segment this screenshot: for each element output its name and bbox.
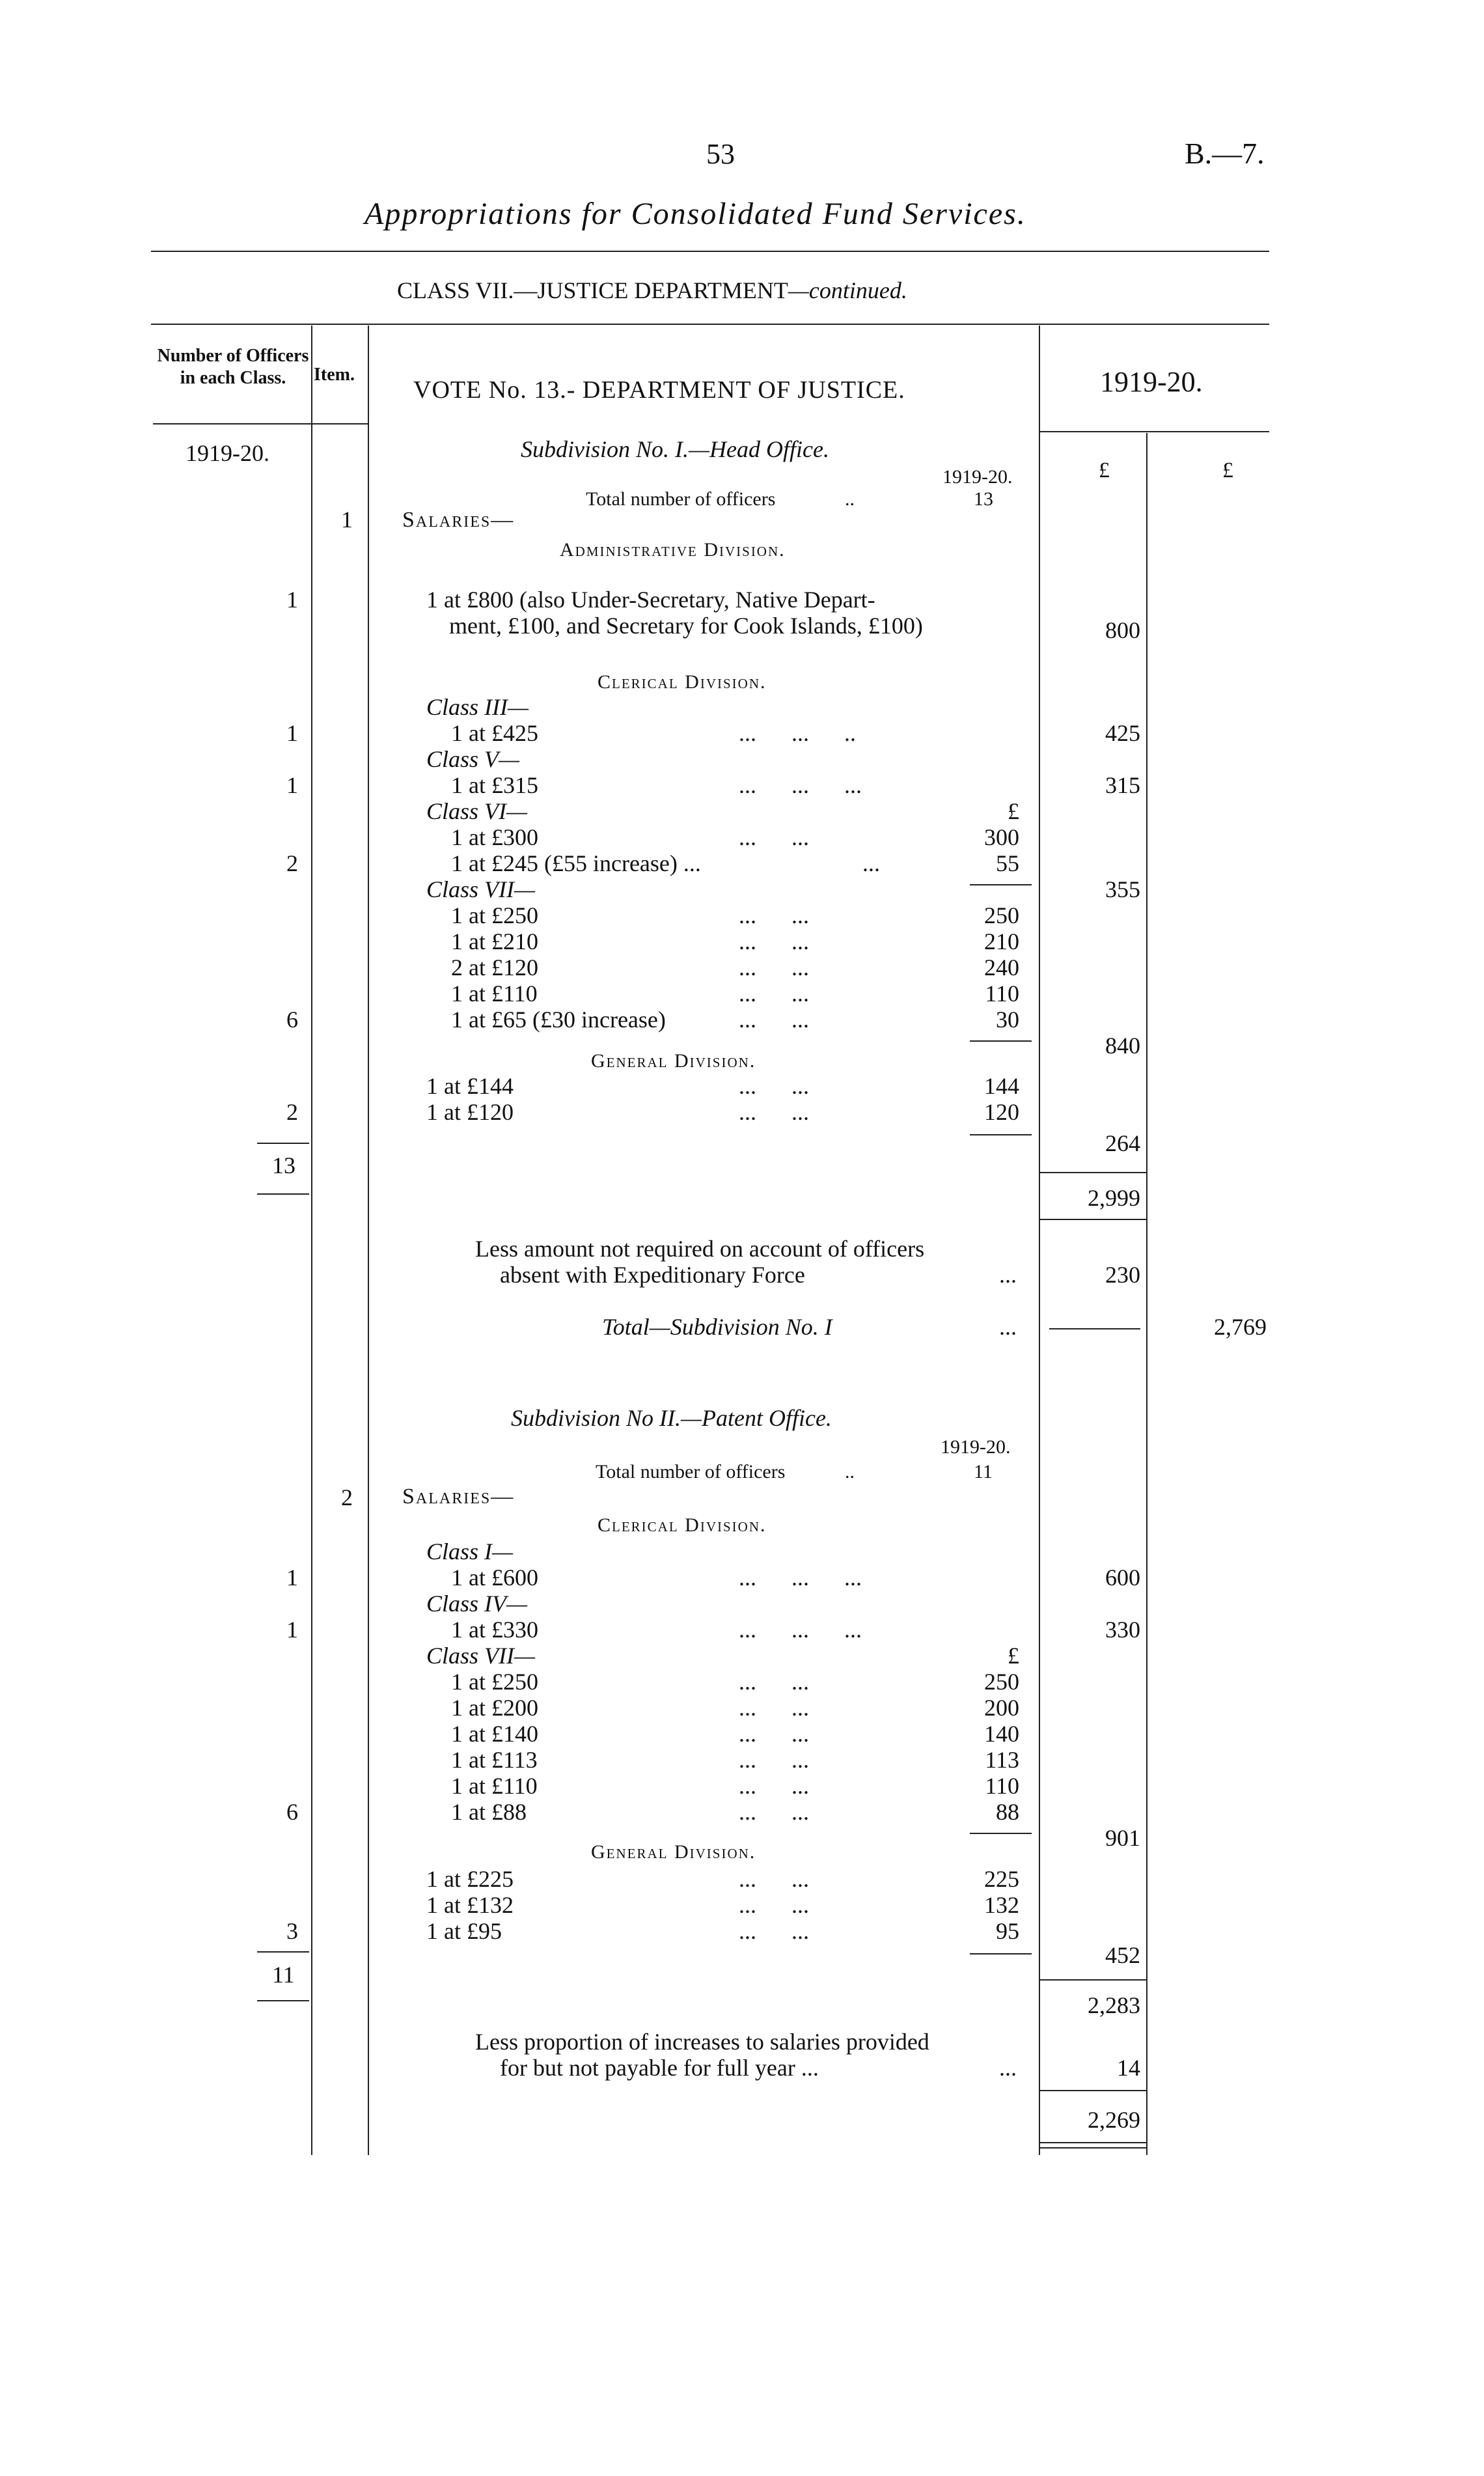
sub1-general-row-value: 120 <box>984 1099 1019 1125</box>
sub2-class-7-row: 1 at £200 <box>451 1695 538 1721</box>
sub2-class-7-row-dots: ... ... <box>739 1669 809 1695</box>
sub2-class-7-row-dots: ... ... <box>739 1695 809 1721</box>
sub2-class-1-line: 1 at £600 <box>451 1565 538 1591</box>
sub1-officers-dots: .. <box>845 488 855 510</box>
sub1-subtotal: 2,999 <box>1088 1185 1140 1211</box>
sub2-net-rule-bottom-1 <box>1040 2142 1146 2143</box>
sub2-officers-dots: .. <box>845 1461 855 1482</box>
sub2-class-7-row-dots: ... ... <box>739 1747 809 1773</box>
sub2-general-row-dots: ... ... <box>739 1866 809 1892</box>
sub2-general-row-dots: ... ... <box>739 1892 809 1918</box>
sub2-class-7-rule <box>970 1833 1032 1834</box>
year-header-rule <box>1040 431 1269 432</box>
sub1-class-6-pound: £ <box>1008 798 1019 824</box>
sub1-class-7-row-dots: ... ... <box>739 981 809 1007</box>
sub1-total-label: Total—Subdivision No. I <box>602 1314 832 1340</box>
sub1-class-6-amount: 355 <box>1105 876 1140 902</box>
sub2-less-line-1: Less proportion of increases to salaries provided <box>475 2029 929 2055</box>
sub1-officers-year: 1919-20. <box>942 466 1013 488</box>
sub1-class-5-count: 1 <box>286 772 298 798</box>
sub1-officers-count: 13 <box>974 488 993 510</box>
sub1-class-6-line-2-dots: ... <box>862 850 880 876</box>
sub1-general-amount: 264 <box>1105 1130 1140 1156</box>
sub2-class-7-row-value: 200 <box>984 1695 1019 1721</box>
table-top-rule <box>151 324 1269 325</box>
sub2-class-4-amount: 330 <box>1105 1617 1140 1643</box>
sub2-general-row-value: 132 <box>984 1892 1019 1918</box>
officers-header-rule <box>153 423 311 424</box>
sub2-class-7-row-value: 88 <box>996 1799 1019 1825</box>
sub1-admin-line-2: ment, £100, and Secretary for Cook Islands, £100) <box>449 613 923 639</box>
sub1-item-number: 1 <box>341 507 353 533</box>
title-rule <box>151 251 1269 252</box>
column-divider-total <box>1146 433 1147 2155</box>
sub2-general-row: 1 at £225 <box>426 1866 514 1892</box>
sub1-class-7-row-dots: ... ... <box>739 954 809 981</box>
sub1-less-amount: 230 <box>1105 1262 1140 1288</box>
sub1-class-7-row-dots: ... ... <box>739 928 809 954</box>
sub1-class-7-row-value: 110 <box>985 981 1019 1007</box>
sub2-net-rule-bottom-2 <box>1040 2147 1146 2149</box>
sub1-class-6-line-1-dots: ... ... <box>739 824 809 850</box>
class-heading-continued: —continued. <box>788 277 907 303</box>
sub2-class-4-heading: Class IV— <box>426 1591 528 1617</box>
sub2-net-amount: 2,269 <box>1088 2107 1140 2133</box>
sub1-general-division: General Division. <box>591 1050 756 1072</box>
column-divider-officers <box>311 326 312 2155</box>
sub1-class-7-heading: Class VII— <box>426 876 536 902</box>
sub1-class-5-amount: 315 <box>1105 772 1140 798</box>
sub1-clerical-division: Clerical Division. <box>598 671 767 693</box>
sub2-officers-rule-top <box>257 1951 309 1953</box>
sub2-class-7-row-dots: ... ... <box>739 1773 809 1799</box>
sub2-class-4-dots: ... ... ... <box>739 1617 862 1643</box>
pound-sign-amount-column: £ <box>1099 458 1110 482</box>
sub1-class-6-line-1-value: 300 <box>984 824 1019 850</box>
sub1-total-amount: 2,769 <box>1214 1314 1267 1340</box>
sub1-total-rule <box>1049 1328 1140 1329</box>
sub2-general-row-value: 225 <box>984 1866 1019 1892</box>
sub2-net-rule-top <box>1040 2090 1146 2091</box>
sub1-subtotal-rule <box>1040 1172 1146 1173</box>
sub1-general-row: 1 at £144 <box>426 1073 514 1099</box>
sub1-class-3-heading: Class III— <box>426 694 529 720</box>
class-heading-main: CLASS VII.—JUSTICE DEPARTMENT <box>397 277 788 303</box>
sub1-class-7-row: 1 at £210 <box>451 928 538 954</box>
sub2-class-7-row-dots: ... ... <box>739 1799 809 1825</box>
sub1-class-6-rule <box>970 884 1032 885</box>
sub2-subtotal: 2,283 <box>1088 1992 1140 2018</box>
sub2-less-amount: 14 <box>1117 2055 1140 2081</box>
sub2-less-dots: ... <box>999 2055 1017 2081</box>
sub1-class-7-row-value: 240 <box>984 954 1019 981</box>
sub1-class-3-amount: 425 <box>1105 720 1140 746</box>
sub1-general-row-value: 144 <box>984 1073 1019 1099</box>
sub2-class-7-row: 1 at £250 <box>451 1669 538 1695</box>
sub2-general-row: 1 at £95 <box>426 1918 502 1944</box>
pound-sign-total-column: £ <box>1222 458 1233 482</box>
sub2-general-row-dots: ... ... <box>739 1918 809 1944</box>
sub2-class-4-line: 1 at £330 <box>451 1617 538 1643</box>
sub1-class-7-row: 2 at £120 <box>451 954 538 981</box>
sub2-officers-count: 11 <box>974 1461 993 1482</box>
sub1-class-5-dots: ... ... ... <box>739 772 862 798</box>
sub1-class-7-row: 1 at £65 (£30 increase) <box>451 1007 666 1033</box>
sub2-class-7-count: 6 <box>286 1799 298 1825</box>
sub1-less-dots: ... <box>999 1262 1017 1288</box>
sub1-class-7-row-value: 250 <box>984 902 1019 928</box>
sub1-class-6-line-1: 1 at £300 <box>451 824 538 850</box>
sub1-general-rule <box>970 1134 1032 1135</box>
class-heading <box>397 279 907 302</box>
sub1-class-5-heading: Class V— <box>426 746 520 772</box>
sub2-officers-label: Total number of officers <box>596 1461 786 1482</box>
sub1-class-7-row-dots: ... ... <box>739 902 809 928</box>
sub1-less-line-1: Less amount not required on account of officers <box>475 1236 925 1262</box>
sub1-total-dots: ... <box>999 1314 1017 1340</box>
sub1-administrative-division: Administrative Division. <box>560 539 786 561</box>
sub2-officers-year: 1919-20. <box>941 1436 1011 1458</box>
sub1-admin-officer-count: 1 <box>286 587 298 613</box>
sub1-admin-line-1: 1 at £800 (also Under-Secretary, Native Depart- <box>426 587 875 613</box>
sub1-class-7-row: 1 at £110 <box>451 981 538 1007</box>
officers-year: 1919-20. <box>186 440 269 466</box>
sub1-general-row-dots: ... ... <box>739 1073 809 1099</box>
sub2-clerical-division: Clerical Division. <box>598 1514 767 1536</box>
sub1-general-row: 1 at £120 <box>426 1099 514 1125</box>
sub1-class-7-count: 6 <box>286 1007 298 1033</box>
sub1-class-6-count: 2 <box>286 850 298 876</box>
sub1-class-7-rule <box>970 1040 1032 1042</box>
sub1-class-6-line-2: 1 at £245 (£55 increase) ... <box>451 850 701 876</box>
sub1-class-7-row-value: 210 <box>984 928 1019 954</box>
sub2-class-7-row-value: 113 <box>985 1747 1019 1773</box>
sub2-class-7-row: 1 at £88 <box>451 1799 527 1825</box>
sub1-officers-label: Total number of officers <box>586 488 776 510</box>
sub2-general-amount: 452 <box>1105 1942 1140 1968</box>
sub2-less-line-2: for but not payable for full year ... <box>500 2055 819 2081</box>
sub2-general-row-value: 95 <box>996 1918 1019 1944</box>
document-reference: B.—7. <box>1185 137 1265 170</box>
sub2-class-1-dots: ... ... ... <box>739 1565 862 1591</box>
sub2-class-1-count: 1 <box>286 1565 298 1591</box>
sub1-officers-rule-top <box>257 1143 309 1144</box>
sub2-class-1-heading: Class I— <box>426 1538 514 1565</box>
sub2-salaries-heading: Salaries— <box>402 1484 515 1509</box>
sub2-class-7-row-value: 140 <box>984 1721 1019 1747</box>
sub1-total-officers: 13 <box>272 1152 295 1178</box>
column-divider-amount <box>1039 326 1040 2155</box>
sub2-class-1-amount: 600 <box>1105 1565 1140 1591</box>
sub1-officers-rule-bottom <box>257 1193 309 1195</box>
sub1-salaries-heading: Salaries— <box>402 508 515 532</box>
sub1-class-7-amount: 840 <box>1105 1033 1140 1059</box>
sub1-general-row-dots: ... ... <box>739 1099 809 1125</box>
item-header-rule <box>312 423 368 424</box>
sub1-subtotal-rule-bottom <box>1040 1219 1146 1220</box>
subdivision-2-title: Subdivision No II.—Patent Office. <box>511 1405 832 1431</box>
sub2-class-7-row-value: 110 <box>985 1773 1019 1799</box>
sub2-class-7-amount: 901 <box>1105 1825 1140 1851</box>
sub2-class-7-pound: £ <box>1008 1643 1019 1669</box>
sub2-class-7-row-dots: ... ... <box>739 1721 809 1747</box>
sub1-general-count: 2 <box>286 1099 298 1125</box>
sub2-class-7-row: 1 at £140 <box>451 1721 538 1747</box>
sub1-class-3-count: 1 <box>286 720 298 746</box>
sub2-item-number: 2 <box>341 1484 353 1510</box>
sub1-class-3-dots: ... ... .. <box>739 720 856 746</box>
sub2-class-7-row: 1 at £110 <box>451 1773 538 1799</box>
sub2-class-7-row-value: 250 <box>984 1669 1019 1695</box>
subdivision-1-title: Subdivision No. I.—Head Office. <box>521 436 829 462</box>
page-number: 53 <box>706 138 735 170</box>
page-title: Appropriations for Consolidated Fund Services. <box>364 197 1026 231</box>
column-divider-item <box>368 326 369 2155</box>
sub2-total-officers: 11 <box>272 1962 295 1988</box>
sub2-general-division: General Division. <box>591 1841 756 1863</box>
sub1-class-3-line: 1 at £425 <box>451 720 538 746</box>
officers-column-header: Number of Officers in each Class. <box>157 346 309 388</box>
sub1-class-6-line-2-value: 55 <box>996 850 1019 876</box>
sub2-subtotal-rule <box>1040 1979 1146 1981</box>
sub2-officers-rule-bottom <box>257 2000 309 2001</box>
item-column-header: Item. <box>314 365 355 385</box>
vote-title: VOTE No. 13.- DEPARTMENT OF JUSTICE. <box>413 376 905 404</box>
sub2-general-rule <box>970 1953 1032 1954</box>
sub2-class-4-count: 1 <box>286 1617 298 1643</box>
sub2-class-7-heading: Class VII— <box>426 1643 536 1669</box>
sub1-class-6-heading: Class VI— <box>426 798 528 824</box>
sub2-class-7-row: 1 at £113 <box>451 1747 538 1773</box>
year-column-header: 1919-20. <box>1100 366 1203 398</box>
sub1-less-line-2: absent with Expeditionary Force <box>500 1262 805 1288</box>
sub1-admin-amount: 800 <box>1105 617 1140 643</box>
sub2-general-count: 3 <box>286 1918 298 1944</box>
sub1-class-7-row-dots: ... ... <box>739 1007 809 1033</box>
sub2-general-row: 1 at £132 <box>426 1892 514 1918</box>
sub1-class-7-row-value: 30 <box>996 1007 1019 1033</box>
sub1-class-7-row: 1 at £250 <box>451 902 538 928</box>
sub1-class-5-line: 1 at £315 <box>451 772 538 798</box>
